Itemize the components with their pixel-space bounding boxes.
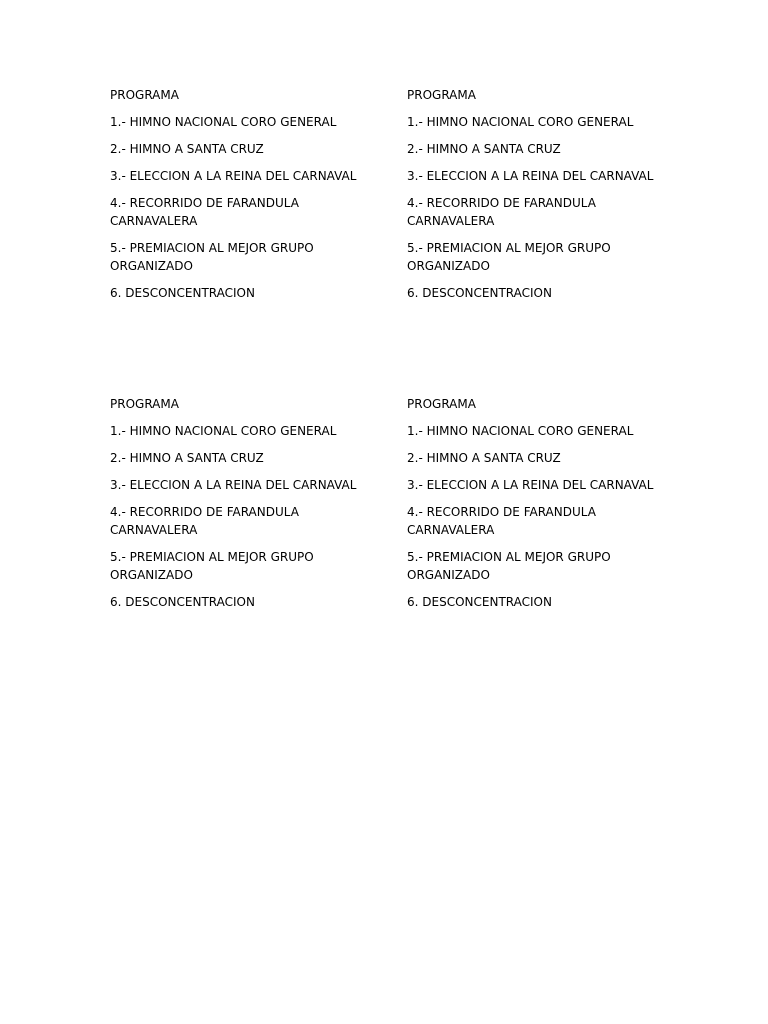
program-item: 3.- ELECCION A LA REINA DEL CARNAVAL	[110, 169, 357, 183]
program-block-top-left	[110, 86, 360, 311]
program-block-bottom-left	[110, 395, 360, 620]
program-item: 6. DESCONCENTRACION	[110, 286, 255, 300]
program-item: 2.- HIMNO A SANTA CRUZ	[110, 451, 264, 465]
program-item: 3.- ELECCION A LA REINA DEL CARNAVAL	[407, 478, 654, 492]
program-item: 4.- RECORRIDO DE FARANDULA CARNAVALERA	[110, 196, 299, 228]
program-item: 5.- PREMIACION AL MEJOR GRUPO ORGANIZADO	[110, 550, 314, 582]
program-item: 1.- HIMNO NACIONAL CORO GENERAL	[407, 115, 634, 129]
program-title: PROGRAMA	[110, 88, 179, 102]
program-title: PROGRAMA	[407, 88, 476, 102]
program-item: 5.- PREMIACION AL MEJOR GRUPO ORGANIZADO	[407, 550, 611, 582]
program-item: 2.- HIMNO A SANTA CRUZ	[407, 451, 561, 465]
program-item: 4.- RECORRIDO DE FARANDULA CARNAVALERA	[407, 505, 596, 537]
program-item: 3.- ELECCION A LA REINA DEL CARNAVAL	[407, 169, 654, 183]
program-item: 6. DESCONCENTRACION	[110, 595, 255, 609]
program-title: PROGRAMA	[407, 397, 476, 411]
program-item: 1.- HIMNO NACIONAL CORO GENERAL	[110, 424, 337, 438]
program-item: 2.- HIMNO A SANTA CRUZ	[110, 142, 264, 156]
program-item: 6. DESCONCENTRACION	[407, 595, 552, 609]
program-item: 4.- RECORRIDO DE FARANDULA CARNAVALERA	[110, 505, 299, 537]
program-item: 4.- RECORRIDO DE FARANDULA CARNAVALERA	[407, 196, 596, 228]
program-item: 6. DESCONCENTRACION	[407, 286, 552, 300]
program-block-top-right	[407, 86, 657, 311]
program-block-bottom-right	[407, 395, 657, 620]
program-item: 5.- PREMIACION AL MEJOR GRUPO ORGANIZADO	[110, 241, 314, 273]
program-item: 1.- HIMNO NACIONAL CORO GENERAL	[110, 115, 337, 129]
program-item: 3.- ELECCION A LA REINA DEL CARNAVAL	[110, 478, 357, 492]
program-item: 5.- PREMIACION AL MEJOR GRUPO ORGANIZADO	[407, 241, 611, 273]
program-item: 1.- HIMNO NACIONAL CORO GENERAL	[407, 424, 634, 438]
program-item: 2.- HIMNO A SANTA CRUZ	[407, 142, 561, 156]
program-title: PROGRAMA	[110, 397, 179, 411]
